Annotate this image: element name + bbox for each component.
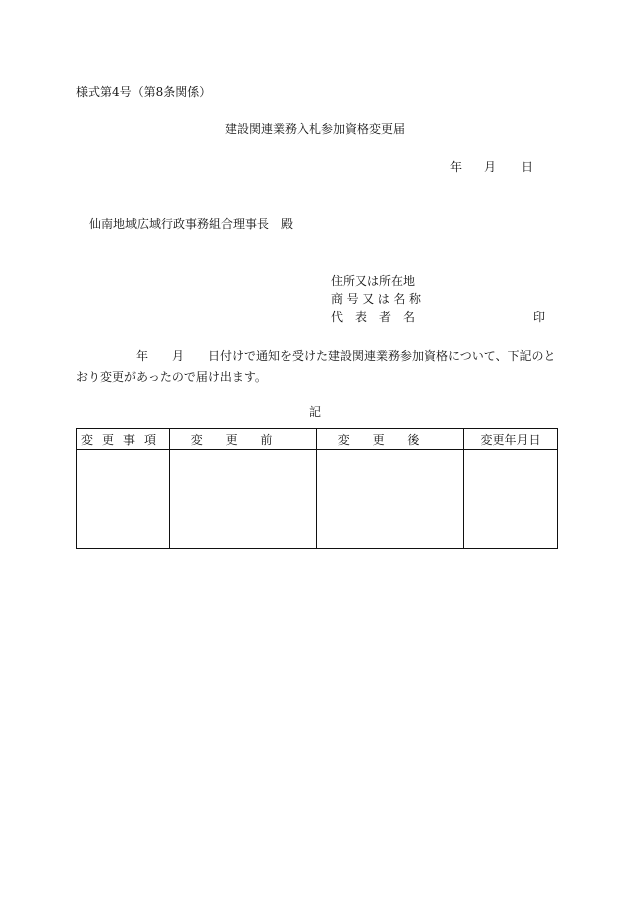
ki-heading: 記 [308, 405, 321, 419]
seal-mark: 印 [533, 310, 546, 324]
header-change-date: 変更年月日 [464, 429, 558, 450]
date-day-label: 日 [521, 160, 534, 174]
header-after-change: 変更後 [317, 429, 464, 450]
notice-month-label: 月 [172, 349, 185, 363]
date-month-label: 月 [484, 160, 497, 174]
applicant-representative-label: 代 表 者 名 [331, 310, 416, 324]
addressee: 仙南地域広域行政事務組合理事長 殿 [89, 217, 294, 231]
applicant-address-label: 住所又は所在地 [331, 274, 416, 288]
cell-after-change[interactable] [317, 450, 464, 549]
table-row [77, 450, 558, 549]
form-number: 様式第4号（第8条関係） [76, 85, 212, 99]
cell-change-date[interactable] [464, 450, 558, 549]
notice-line-2: おり変更があったので届け出ます。 [76, 370, 267, 384]
cell-before-change[interactable] [170, 450, 317, 549]
notice-body-line-1: 日付けで通知を受けた建設関連業務参加資格について、下記のと [208, 349, 556, 363]
notice-year-label: 年 [136, 349, 149, 363]
document-title: 建設関連業務入札参加資格変更届 [224, 122, 405, 136]
cell-change-item[interactable] [77, 450, 170, 549]
header-change-item: 変更事項 [77, 429, 170, 450]
header-before-change: 変更前 [170, 429, 317, 450]
applicant-company-label: 商号又は名称 [331, 292, 425, 306]
table-header-row [77, 429, 558, 450]
change-table [76, 428, 558, 549]
date-year-label: 年 [450, 160, 463, 174]
